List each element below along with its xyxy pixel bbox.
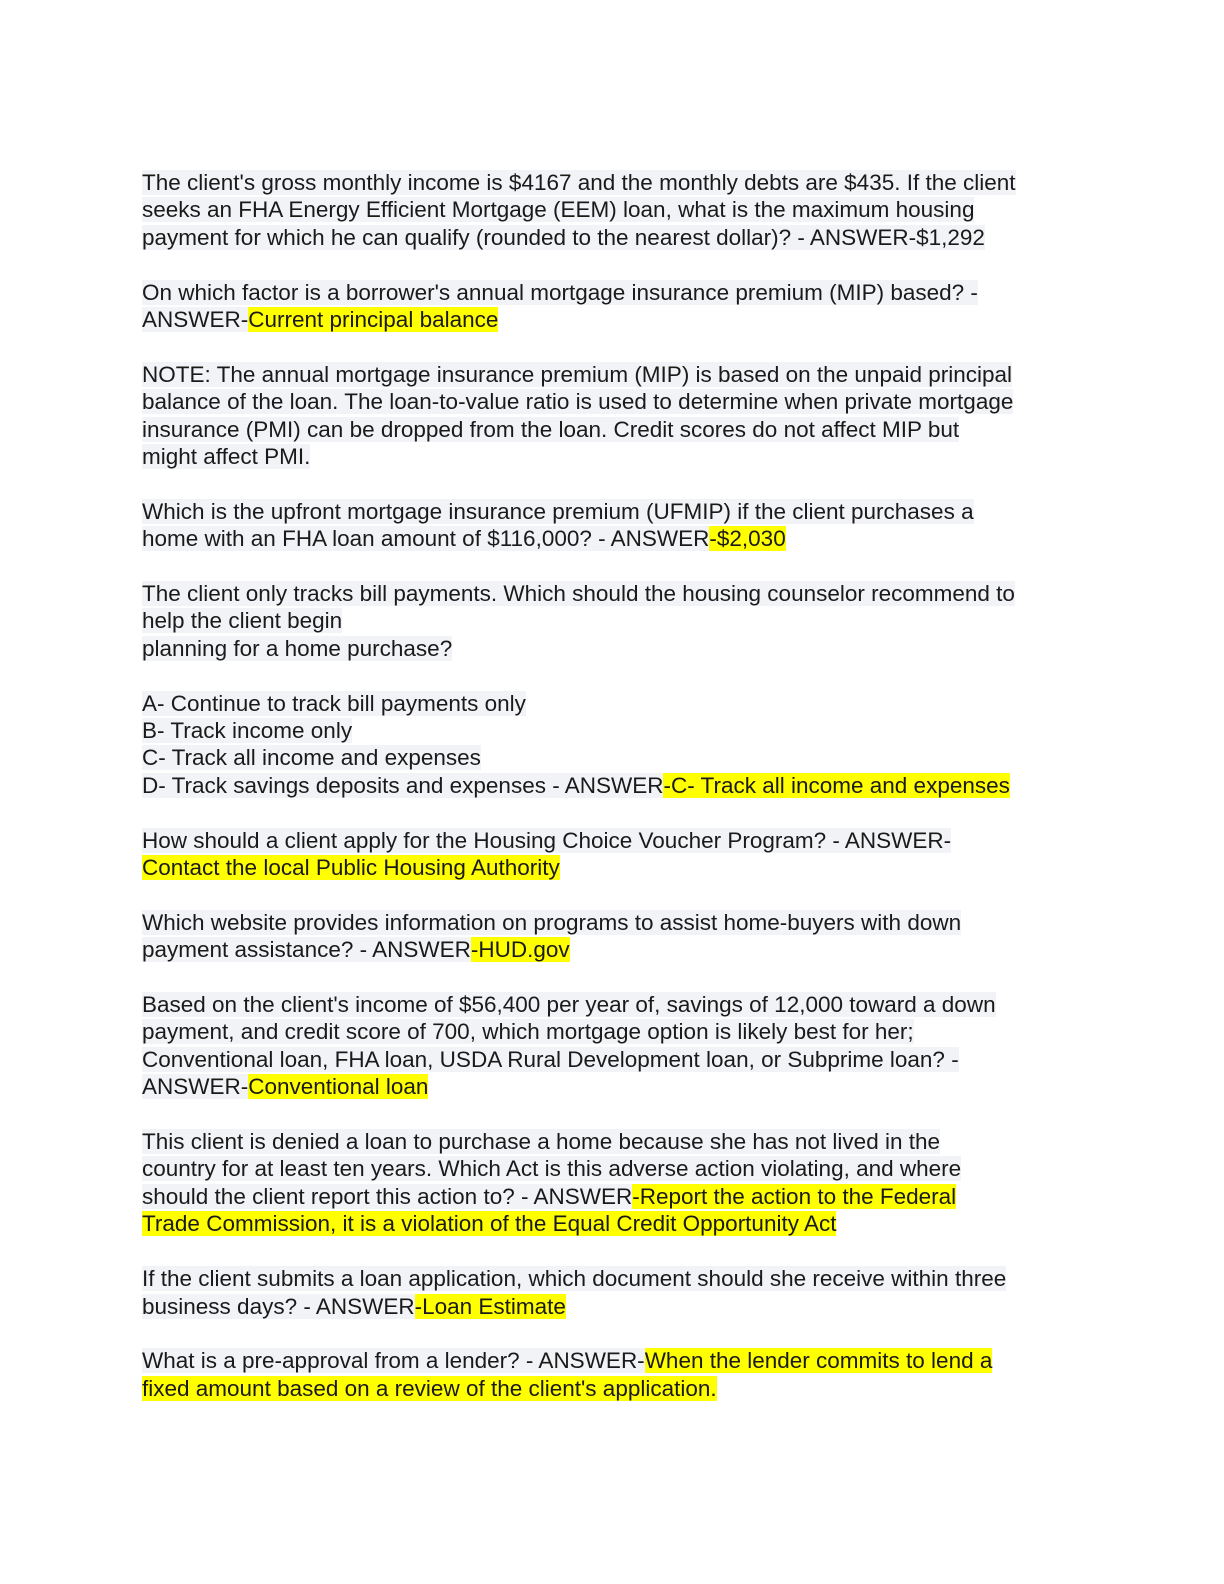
- highlighted-answer: -Loan Estimate: [414, 1293, 566, 1319]
- highlighted-answer: -Report the action to the Federal: [632, 1183, 957, 1209]
- highlighted-answer: Current principal balance: [248, 307, 499, 333]
- highlighted-answer: fixed amount based on a review of the client's application.: [142, 1375, 717, 1401]
- text-run: balance of the loan. The loan-to-value ratio is used to determine when private mortgage: [142, 389, 1014, 415]
- text-line: [142, 909, 1072, 936]
- text-line: [142, 717, 1072, 744]
- highlighted-answer: Contact the local Public Housing Authority: [142, 855, 560, 881]
- text-run: How should a client apply for the Housing Choice Voucher Program? - ANSWER-: [142, 827, 952, 853]
- text-run: NOTE: The annual mortgage insurance premium (MIP) is based on the unpaid principal: [142, 361, 1013, 387]
- text-run: What is a pre-approval from a lender? - ANSWER-: [142, 1348, 645, 1374]
- text-line: [142, 1018, 1072, 1045]
- text-run: home with an FHA loan amount of $116,000? - ANSWER: [142, 526, 710, 552]
- text-run: might affect PMI.: [142, 444, 311, 470]
- text-line: [142, 1210, 1072, 1237]
- text-run: help the client begin: [142, 608, 343, 634]
- qa-paragraph: [142, 580, 1072, 662]
- text-line: [142, 1375, 1072, 1402]
- highlighted-answer: -HUD.gov: [470, 937, 570, 963]
- text-line: [142, 854, 1072, 881]
- text-line: [142, 1046, 1072, 1073]
- text-run: Based on the client's income of $56,400 per year of, savings of 12,000 toward a down: [142, 992, 996, 1018]
- text-line: [142, 827, 1072, 854]
- qa-paragraph: [142, 827, 1072, 882]
- text-line: [142, 443, 1072, 470]
- text-line: [142, 991, 1072, 1018]
- text-run: business days? - ANSWER: [142, 1293, 415, 1319]
- qa-paragraph: [142, 690, 1072, 800]
- qa-paragraph: [142, 909, 1072, 964]
- text-run: payment, and credit score of 700, which mortgage option is likely best for her;: [142, 1019, 914, 1045]
- text-run: The client only tracks bill payments. Which should the housing counselor recommend to: [142, 581, 1015, 607]
- text-run: seeks an FHA Energy Efficient Mortgage (EEM) loan, what is the maximum housing: [142, 197, 975, 223]
- qa-paragraph: [142, 169, 1072, 251]
- text-run: On which factor is a borrower's annual mortgage insurance premium (MIP) based? -: [142, 279, 978, 305]
- text-run: The client's gross monthly income is $4167 and the monthly debts are $435. If the client: [142, 170, 1016, 195]
- text-run: ANSWER-: [142, 1074, 249, 1100]
- text-run: B- Track income only: [142, 718, 353, 744]
- text-line: [142, 1073, 1072, 1100]
- text-run: If the client submits a loan application, which document should she receive within three: [142, 1266, 1007, 1292]
- text-line: [142, 306, 1072, 333]
- qa-paragraph: [142, 991, 1072, 1101]
- text-line: [142, 1183, 1072, 1210]
- text-line: [142, 690, 1072, 717]
- text-line: [142, 744, 1072, 771]
- text-run: Which website provides information on programs to assist home-buyers with down: [142, 909, 962, 935]
- text-run: payment assistance? - ANSWER: [142, 937, 471, 963]
- text-run: This client is denied a loan to purchase a home because she has not lived in the: [142, 1129, 941, 1155]
- document-page: [142, 169, 1072, 1430]
- highlighted-answer: Conventional loan: [248, 1074, 429, 1100]
- text-line: [142, 1155, 1072, 1182]
- text-line: [142, 1293, 1072, 1320]
- text-run: country for at least ten years. Which Act is this adverse action violating, and where: [142, 1156, 962, 1182]
- text-line: [142, 279, 1072, 306]
- text-run: Conventional loan, FHA loan, USDA Rural Development loan, or Subprime loan? -: [142, 1046, 959, 1072]
- highlighted-answer: -$2,030: [709, 526, 786, 552]
- text-line: [142, 361, 1072, 388]
- qa-paragraph: [142, 1128, 1072, 1238]
- text-line: [142, 1347, 1072, 1374]
- qa-paragraph: [142, 1347, 1072, 1402]
- text-run: D- Track savings deposits and expenses - ANSWER: [142, 772, 664, 798]
- text-run: insurance (PMI) can be dropped from the loan. Credit scores do not affect MIP but: [142, 416, 960, 442]
- text-line: [142, 388, 1072, 415]
- highlighted-answer: Trade Commission, it is a violation of the Equal Credit Opportunity Act: [142, 1211, 837, 1237]
- text-run: planning for a home purchase?: [142, 635, 453, 661]
- text-line: [142, 635, 1072, 662]
- text-line: [142, 169, 1072, 196]
- text-line: [142, 416, 1072, 443]
- text-line: [142, 1128, 1072, 1155]
- text-line: [142, 936, 1072, 963]
- text-line: [142, 607, 1072, 634]
- text-run: C- Track all income and expenses: [142, 745, 481, 771]
- text-line: [142, 525, 1072, 552]
- text-run: ANSWER-: [142, 307, 249, 333]
- qa-paragraph: [142, 1265, 1072, 1320]
- text-line: [142, 772, 1072, 799]
- highlighted-answer: When the lender commits to lend a: [644, 1348, 993, 1374]
- text-run: A- Continue to track bill payments only: [142, 690, 526, 716]
- text-run: should the client report this action to? - ANSWER: [142, 1183, 633, 1209]
- highlighted-answer: -C- Track all income and expenses: [663, 772, 1010, 798]
- text-run: Which is the upfront mortgage insurance premium (UFMIP) if the client purchases a: [142, 498, 974, 524]
- qa-paragraph: [142, 279, 1072, 334]
- qa-paragraph: [142, 361, 1072, 471]
- text-line: [142, 498, 1072, 525]
- text-run: payment for which he can qualify (rounded to the nearest dollar)? - ANSWER-$1,292: [142, 224, 985, 250]
- text-line: [142, 1265, 1072, 1292]
- text-line: [142, 580, 1072, 607]
- qa-paragraph: [142, 498, 1072, 553]
- text-line: [142, 224, 1072, 251]
- text-line: [142, 196, 1072, 223]
